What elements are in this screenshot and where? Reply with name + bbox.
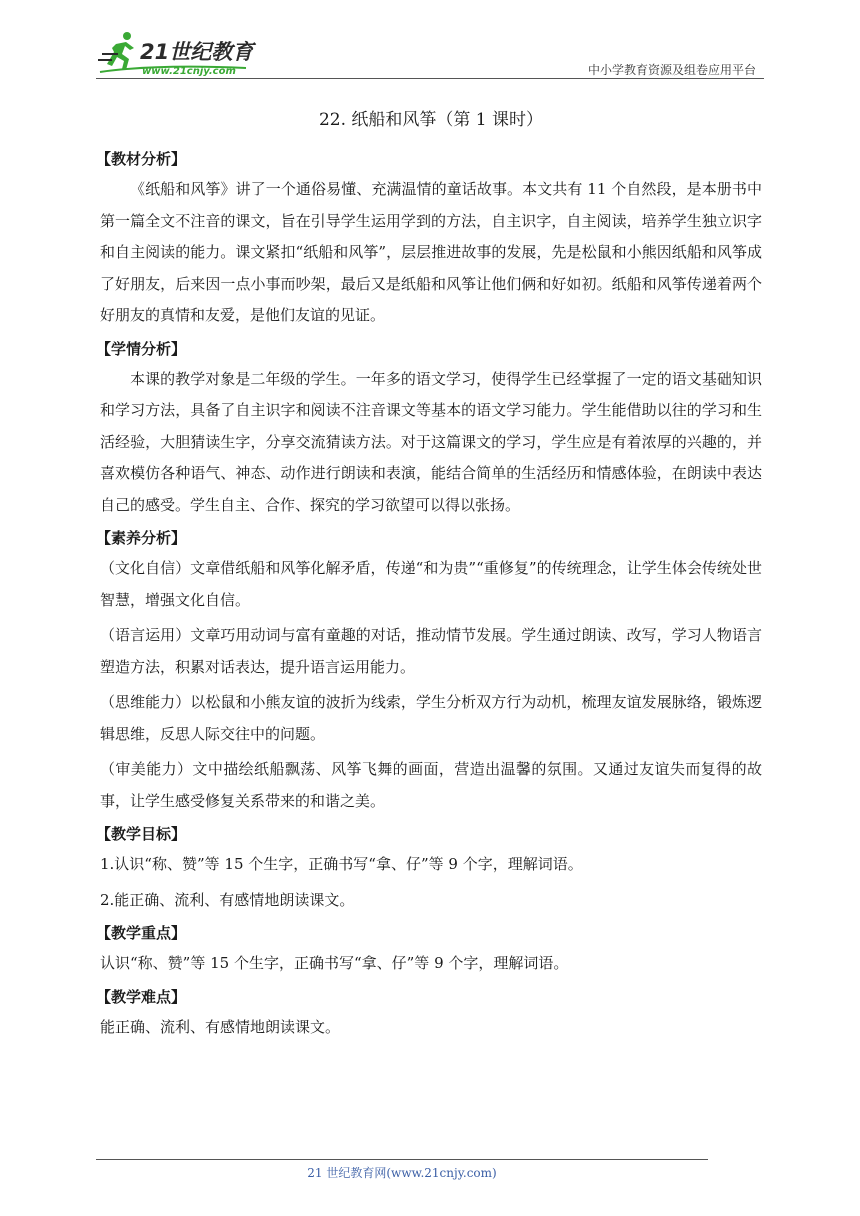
goal-item-1: 1.认识“称、赞”等 15 个生字，正确书写“拿、仔”等 9 个字，理解词语。 <box>100 855 583 873</box>
footer-link[interactable]: 21 世纪教育网(www.21cnjy.com) <box>307 1166 497 1180</box>
literacy-item-aesthetics: （审美能力）文中描绘纸船飘荡、风筝飞舞的画面，营造出温馨的氛围。又通过友谊失而复得的故事，让学生感受修复关系带来的和谐之美。 <box>100 760 762 810</box>
literacy-item-language: （语言运用）文章巧用动词与富有童趣的对话，推动情节发展。学生通过朗读、改写，学习人物语言塑造方法，积累对话表达，提升语言运用能力。 <box>100 626 762 676</box>
header-divider <box>96 78 764 79</box>
literacy-item-culture: （文化自信）文章借纸船和风筝化解矛盾，传递“和为贵”“重修复”的传统理念，让学生体会传统处世智慧，增强文化自信。 <box>100 559 762 609</box>
heading-teaching-goals: 【教学目标】 <box>96 825 187 843</box>
heading-key-points: 【教学重点】 <box>96 924 187 942</box>
key-points-text: 认识“称、赞”等 15 个生字，正确书写“拿、仔”等 9 个字，理解词语。 <box>100 954 569 972</box>
platform-label: 中小学教育资源及组卷应用平台 <box>587 63 756 77</box>
goal-item-2: 2.能正确、流利、有感情地朗读课文。 <box>100 890 355 909</box>
document-body <box>96 106 762 1047</box>
footer-divider <box>96 1159 708 1160</box>
logo-url: www.21cnjy.com <box>142 66 236 77</box>
literacy-item-thinking: （思维能力）以松鼠和小熊友谊的波折为线索，学生分析双方行为动机，梳理友谊发展脉络，锻炼逻辑思维，反思人际交往中的问题。 <box>100 693 762 743</box>
heading-textbook-analysis: 【教材分析】 <box>96 150 187 168</box>
difficulties-text: 能正确、流利、有感情地朗读课文。 <box>100 1017 341 1036</box>
logo-text: 21世纪教育 <box>140 40 254 64</box>
textbook-analysis-text: 《纸船和风筝》讲了一个通俗易懂、充满温情的童话故事。本文共有 11 个自然段，是本册书中第一篇全文不注音的课文，旨在引导学生运用学到的方法，自主识字，自主阅读，培养学生独立识字和自主阅读的能力。课文紧扣“纸船和风筝”，层层推进故事的发展，先是松鼠和小熊因纸船和风筝成了好朋友，后来因一点小事而吵架，最后又是纸船和风筝让他们俩和好如初。纸船和风筝传递着两个好朋友的真情和友爱，是他们友谊的见证。 <box>100 180 762 324</box>
student-analysis-text: 本课的教学对象是二年级的学生。一年多的语文学习，使得学生已经掌握了一定的语文基础知识和学习方法，具备了自主识字和阅读不注音课文等基本的语文学习能力。学生能借助以往的学习和生活经验，大胆猜读生字，分享交流猜读方法。对于这篇课文的学习，学生应是有着浓厚的兴趣的，并喜欢模仿各种语气、神态、动作进行朗读和表演，能结合简单的生活经历和情感体验，在朗读中表达自己的感受。学生自主、合作、探究的学习欲望可以得以张扬。 <box>100 369 762 514</box>
heading-literacy-analysis: 【素养分析】 <box>96 529 187 547</box>
site-logo[interactable] <box>96 28 266 78</box>
page-title: 22. 纸船和风筝（第 1 课时） <box>318 110 544 130</box>
page-header <box>96 28 764 80</box>
runner-logo-icon <box>96 28 266 78</box>
heading-student-analysis: 【学情分析】 <box>96 339 187 358</box>
heading-difficulties: 【教学难点】 <box>96 987 187 1006</box>
